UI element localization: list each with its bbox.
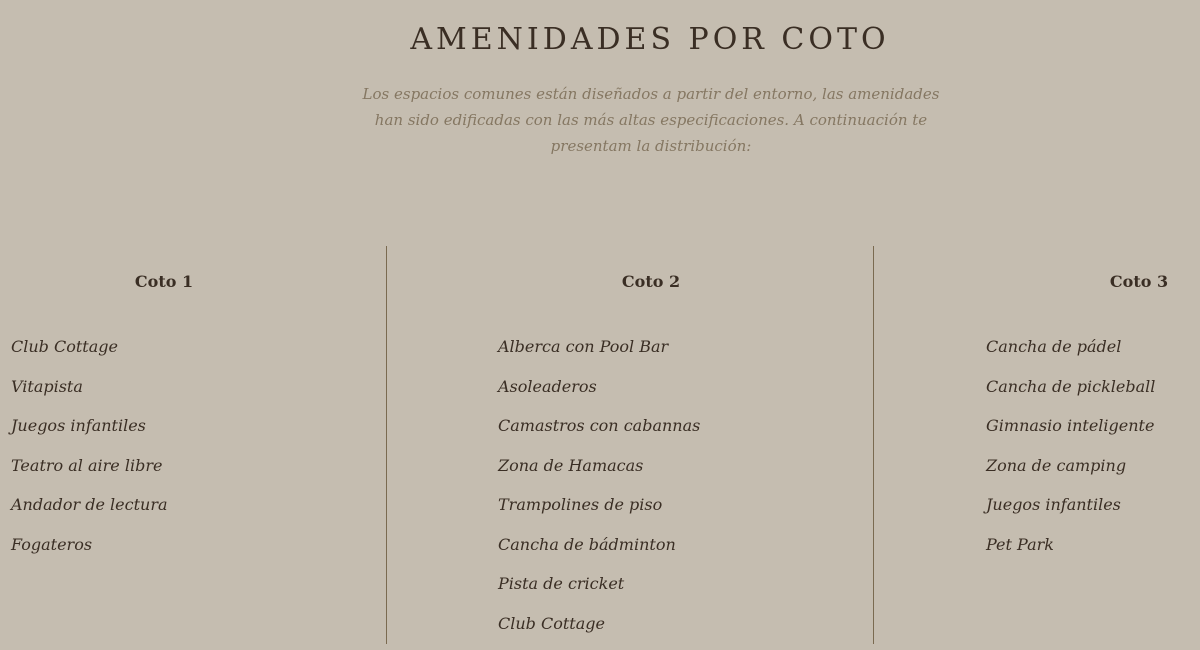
amenity-item: Cancha de pickleball (986, 374, 1155, 414)
coto-2-amenities (498, 334, 700, 650)
amenity-item: Vitapista (11, 374, 168, 414)
amenity-item: Cancha de pádel (986, 334, 1155, 374)
amenity-item: Alberca con Pool Bar (498, 334, 700, 374)
amenity-item: Cancha de bádminton (498, 532, 700, 572)
amenity-item: Club Cottage (11, 334, 168, 374)
amenity-item: Fogateros (11, 532, 168, 572)
amenity-item: Club Cottage (498, 611, 700, 650)
column-divider (873, 246, 874, 644)
coto-1-amenities (11, 334, 168, 571)
coto-2-title: Coto 2 (531, 272, 771, 291)
coto-3-title: Coto 3 (1019, 272, 1200, 291)
amenity-item: Zona de Hamacas (498, 453, 700, 493)
coto-3-amenities (986, 334, 1155, 571)
section-title: AMENIDADES POR COTO (0, 22, 1200, 57)
amenity-item: Asoleaderos (498, 374, 700, 414)
amenity-item: Gimnasio inteligente (986, 413, 1155, 453)
section-intro: Los espacios comunes están diseñados a partir del entorno, las amenidades han sido edificadas con las más altas especificaciones. A continuación te presentam la distribución: (351, 81, 951, 159)
amenity-item: Pista de cricket (498, 571, 700, 611)
amenity-item: Trampolines de piso (498, 492, 700, 532)
amenity-item: Juegos infantiles (11, 413, 168, 453)
amenity-item: Pet Park (986, 532, 1155, 572)
coto-1-title: Coto 1 (44, 272, 284, 291)
amenity-item: Juegos infantiles (986, 492, 1155, 532)
amenity-item: Zona de camping (986, 453, 1155, 493)
column-divider (386, 246, 387, 644)
amenity-item: Teatro al aire libre (11, 453, 168, 493)
amenity-item: Andador de lectura (11, 492, 168, 532)
amenity-item: Camastros con cabannas (498, 413, 700, 453)
